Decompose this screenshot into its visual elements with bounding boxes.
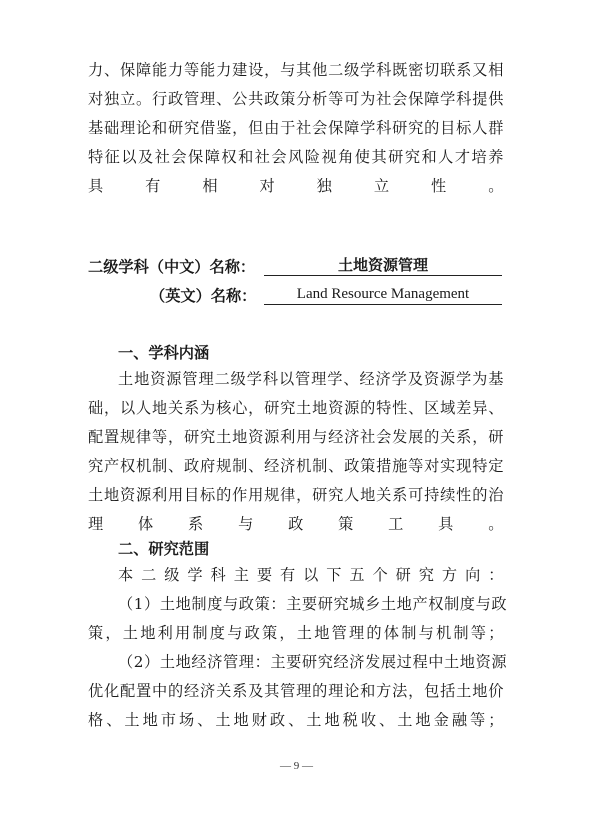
text-line: 具有相对独立性。 [88, 177, 504, 195]
text-line: 力、保障能力等能力建设，与其他二级学科既密切联系又相 [88, 61, 504, 79]
section2-paragraph [88, 561, 508, 735]
text-line: 土地资源利用目标的作用规律，研究人地关系可持续性的治 [88, 486, 504, 504]
text-line: 土地资源管理二级学科以管理学、经济学及资源学为基 [118, 370, 504, 388]
text-line: 特征以及社会保障权和社会风险视角使其研究和人才培养 [88, 148, 504, 166]
text-line: 本二级学科主要有以下五个研究方向： [118, 566, 504, 584]
section-heading-scope: 二、研究范围 [118, 540, 210, 558]
cn-name-value: 土地资源管理 [264, 255, 502, 276]
section-heading-connotation: 一、学科内涵 [118, 344, 210, 362]
text-line: 基础理论和研究借鉴，但由于社会保障学科研究的目标人群 [88, 119, 504, 137]
text-line: 优化配置中的经济关系及其管理的理论和方法，包括土地价 [88, 682, 504, 700]
section1-paragraph [88, 365, 504, 539]
text-line: 格、土地市场、土地财政、土地税收、土地金融等； [88, 711, 504, 729]
en-name-value: Land Resource Management [264, 284, 502, 305]
text-line: （2）土地经济管理：主要研究经济发展过程中土地资源 [118, 653, 508, 671]
text-line: 理体系与政策工具。 [88, 515, 504, 533]
cn-name-label: 二级学科（中文）名称： [88, 258, 256, 276]
text-line: 究产权机制、政府规制、经济机制、政策措施等对实现特定 [88, 457, 504, 475]
page-number: — 9 — [280, 760, 313, 772]
text-line: （1）土地制度与政策：主要研究城乡土地产权制度与政 [118, 595, 508, 613]
en-name-label: （英文）名称： [150, 287, 257, 305]
intro-paragraph [88, 56, 504, 201]
text-line: 础，以人地关系为核心，研究土地资源的特性、区域差异、 [88, 399, 504, 417]
text-line: 配置规律等，研究土地资源利用与经济社会发展的关系，研 [88, 428, 504, 446]
text-line: 策，土地利用制度与政策，土地管理的体制与机制等； [88, 624, 504, 642]
text-line: 对独立。行政管理、公共政策分析等可为社会保障学科提供 [88, 90, 504, 108]
